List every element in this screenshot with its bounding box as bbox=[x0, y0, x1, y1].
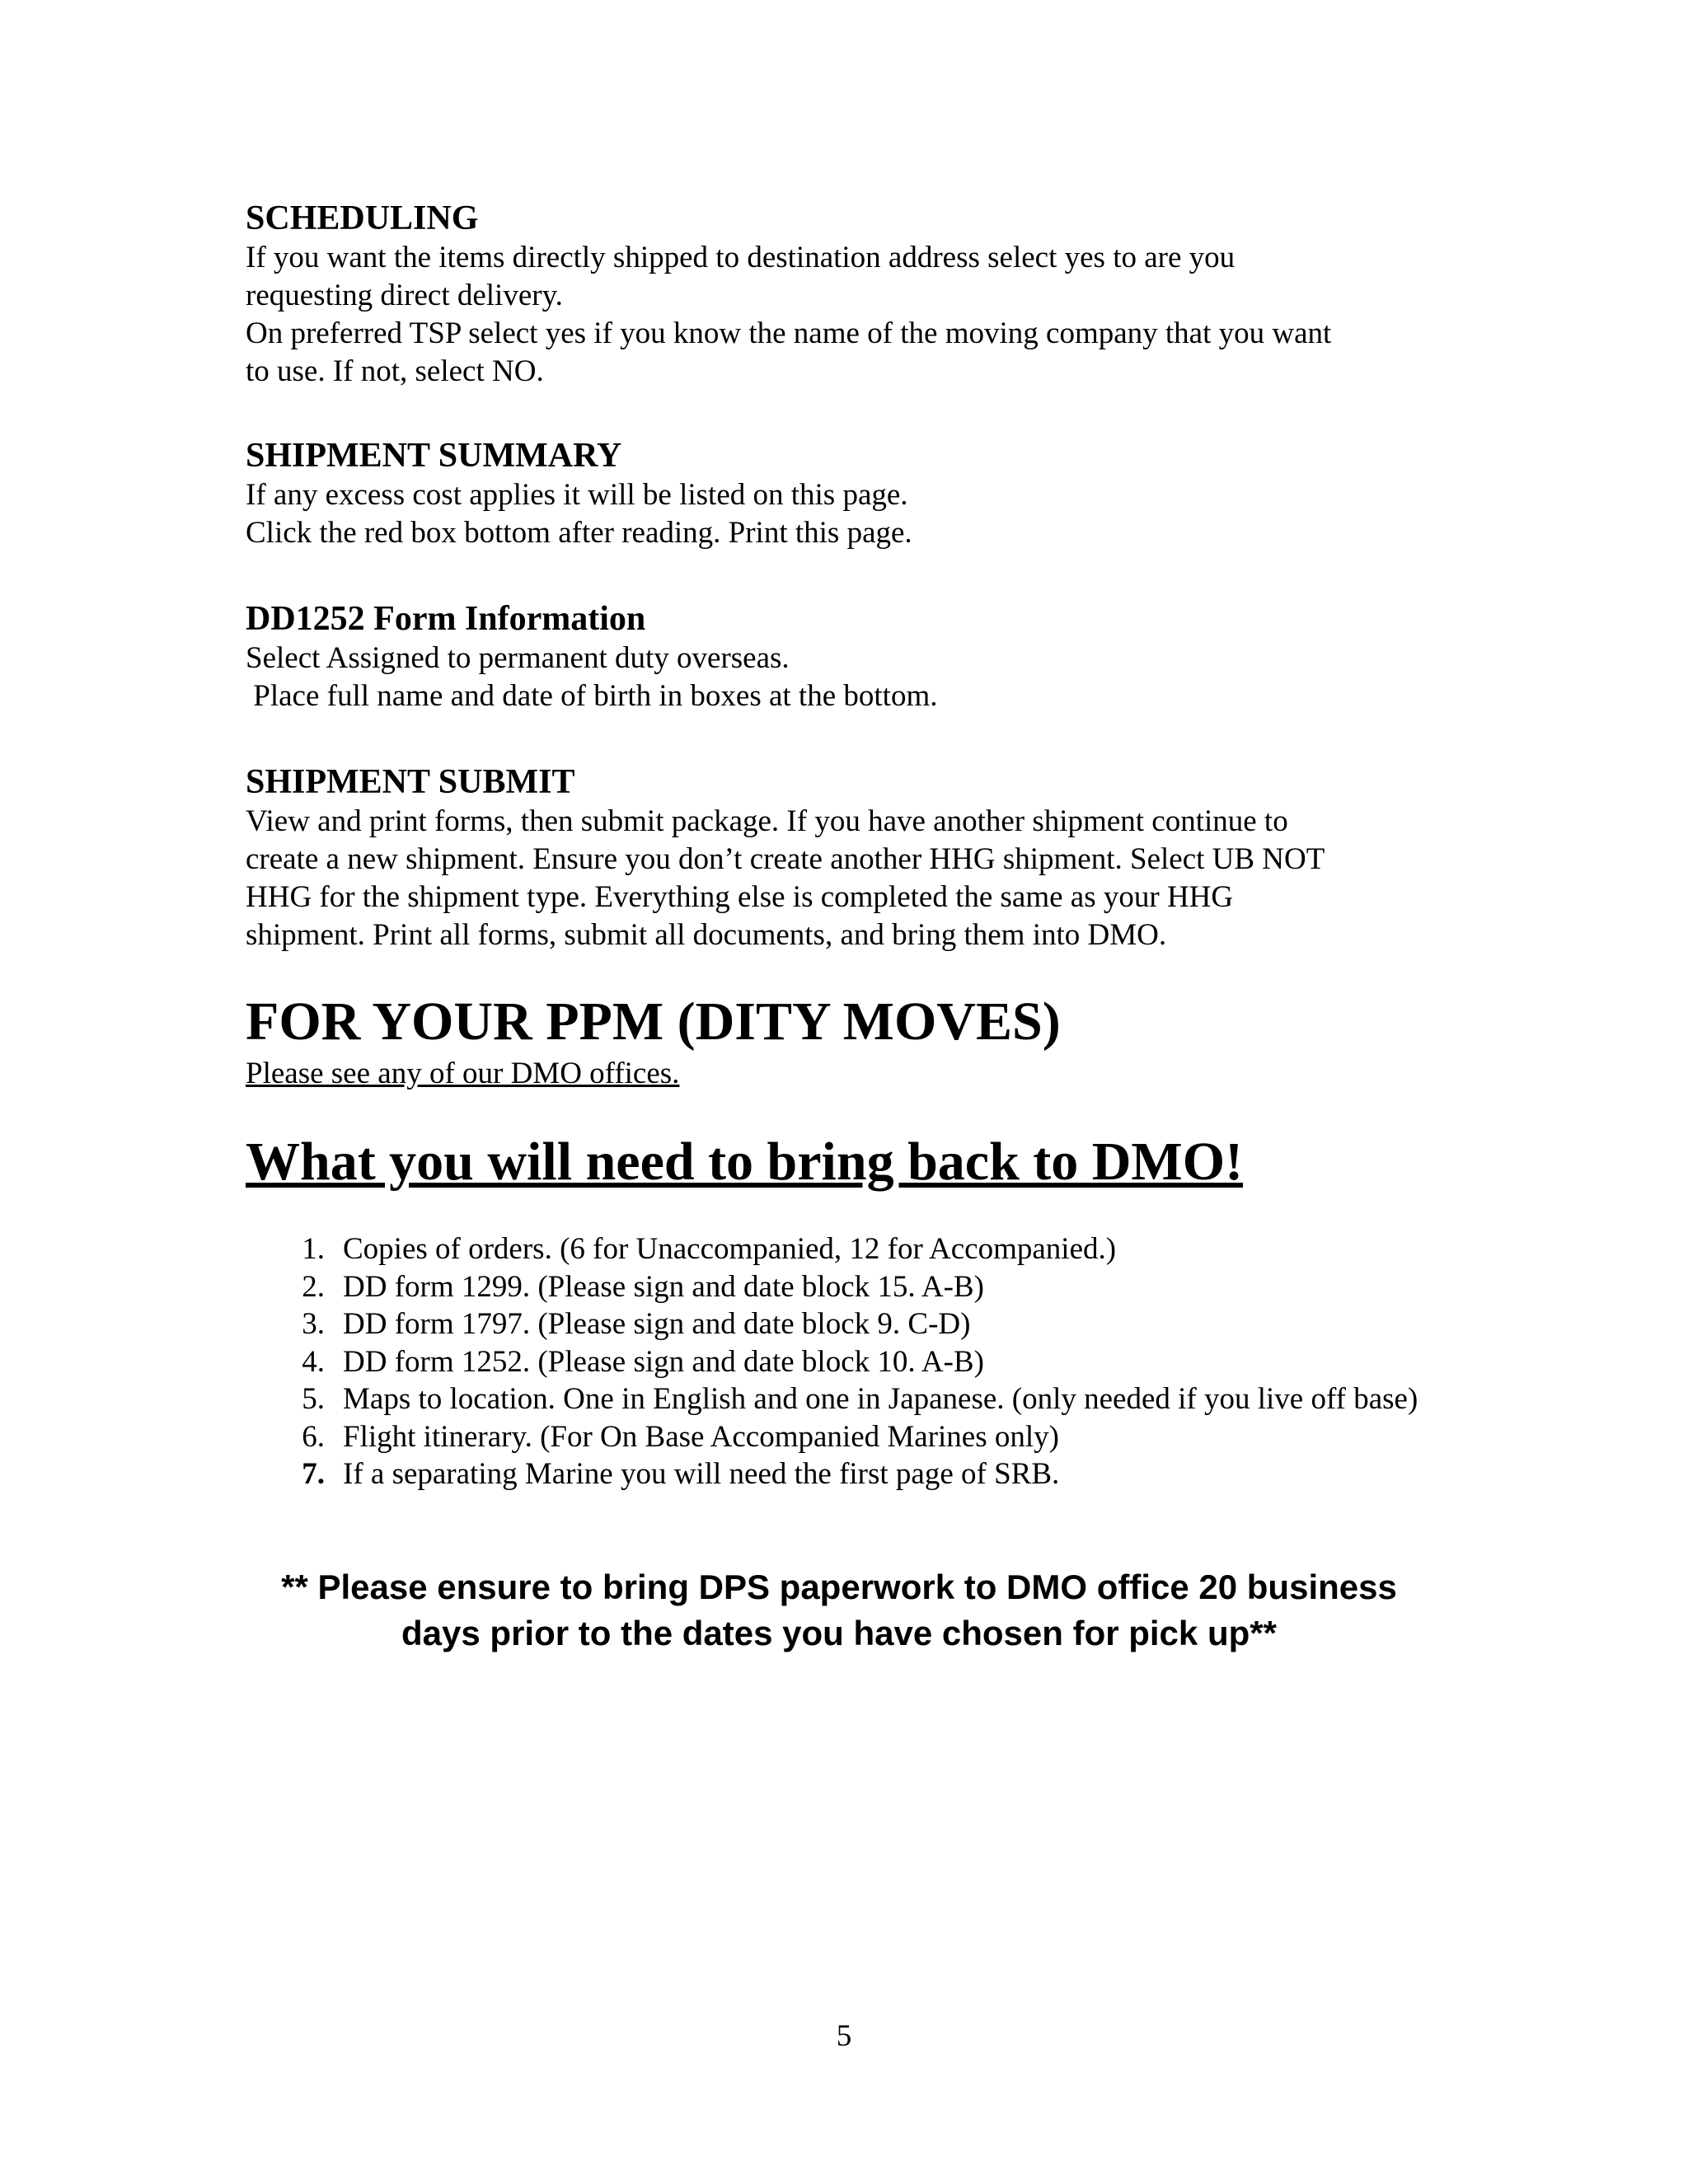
section-shipment-submit bbox=[246, 762, 1465, 954]
list-item bbox=[287, 1305, 1465, 1343]
body-line: Click the red box bottom after reading. Print this page. bbox=[246, 516, 912, 550]
section-heading: SHIPMENT SUBMIT bbox=[246, 763, 575, 801]
section-heading: SCHEDULING bbox=[246, 199, 479, 237]
list-item bbox=[287, 1455, 1465, 1493]
body-line: HHG for the shipment type. Everything else is completed the same as your HHG bbox=[246, 880, 1234, 914]
body-line: Select Assigned to permanent duty overseas. bbox=[246, 641, 790, 675]
list-item bbox=[287, 1230, 1465, 1268]
bring-back-list bbox=[287, 1230, 1465, 1493]
body-line: On preferred TSP select yes if you know the name of the moving company that you want bbox=[246, 316, 1332, 350]
ppm-heading: FOR YOUR PPM (DITY MOVES) bbox=[246, 991, 1061, 1052]
ppm-subtext: Please see any of our DMO offices. bbox=[246, 1057, 680, 1090]
list-text: Flight itinerary. (For On Base Accompanied Marines only) bbox=[343, 1419, 1059, 1454]
list-number: 7. bbox=[302, 1457, 325, 1491]
list-number: 3. bbox=[302, 1307, 325, 1341]
note-line: days prior to the dates you have chosen for pick up** bbox=[401, 1614, 1277, 1652]
list-text: Maps to location. One in English and one in Japanese. (only needed if you live off base) bbox=[343, 1382, 1418, 1416]
list-item bbox=[287, 1380, 1465, 1418]
list-item bbox=[287, 1343, 1465, 1381]
body-line: create a new shipment. Ensure you don’t create another HHG shipment. Select UB NOT bbox=[246, 842, 1325, 876]
body-line: If you want the items directly shipped to destination address select yes to are you bbox=[246, 241, 1236, 274]
list-text: DD form 1797. (Please sign and date block 9. C-D) bbox=[343, 1307, 971, 1341]
section-body bbox=[246, 640, 1465, 715]
section-dd1252 bbox=[246, 598, 1465, 715]
list-text: DD form 1252. (Please sign and date block 10. A-B) bbox=[343, 1344, 984, 1379]
list-text: DD form 1299. (Please sign and date block 15. A-B) bbox=[343, 1269, 984, 1304]
section-body bbox=[246, 239, 1465, 391]
page-number: 5 bbox=[836, 2019, 852, 2053]
bring-back-heading: What you will need to bring back to DMO! bbox=[246, 1132, 1244, 1192]
dps-paperwork-note bbox=[246, 1564, 1432, 1657]
body-line: shipment. Print all forms, submit all documents, and bring them into DMO. bbox=[246, 918, 1167, 952]
body-line: Place full name and date of birth in boxes at the bottom. bbox=[246, 679, 938, 713]
body-line: requesting direct delivery. bbox=[246, 279, 563, 312]
note-line: ** Please ensure to bring DPS paperwork to DMO office 20 business bbox=[281, 1568, 1397, 1606]
body-line: to use. If not, select NO. bbox=[246, 354, 544, 388]
list-number: 5. bbox=[302, 1382, 325, 1416]
section-shipment-summary bbox=[246, 435, 1465, 552]
list-text: Copies of orders. (6 for Unaccompanied, 12 for Accompanied.) bbox=[343, 1232, 1117, 1266]
section-body bbox=[246, 476, 1465, 552]
list-item bbox=[287, 1268, 1465, 1306]
list-number: 2. bbox=[302, 1269, 325, 1304]
section-scheduling bbox=[246, 198, 1465, 391]
body-line: View and print forms, then submit package. If you have another shipment continue to bbox=[246, 804, 1288, 838]
list-number: 4. bbox=[302, 1344, 325, 1379]
list-text: If a separating Marine you will need the first page of SRB. bbox=[343, 1457, 1060, 1491]
list-number: 1. bbox=[302, 1232, 325, 1266]
list-item bbox=[287, 1418, 1465, 1456]
section-heading: DD1252 Form Information bbox=[246, 600, 646, 638]
section-heading: SHIPMENT SUMMARY bbox=[246, 437, 622, 475]
section-body bbox=[246, 803, 1465, 954]
body-line: If any excess cost applies it will be listed on this page. bbox=[246, 478, 908, 512]
list-number: 6. bbox=[302, 1419, 325, 1454]
